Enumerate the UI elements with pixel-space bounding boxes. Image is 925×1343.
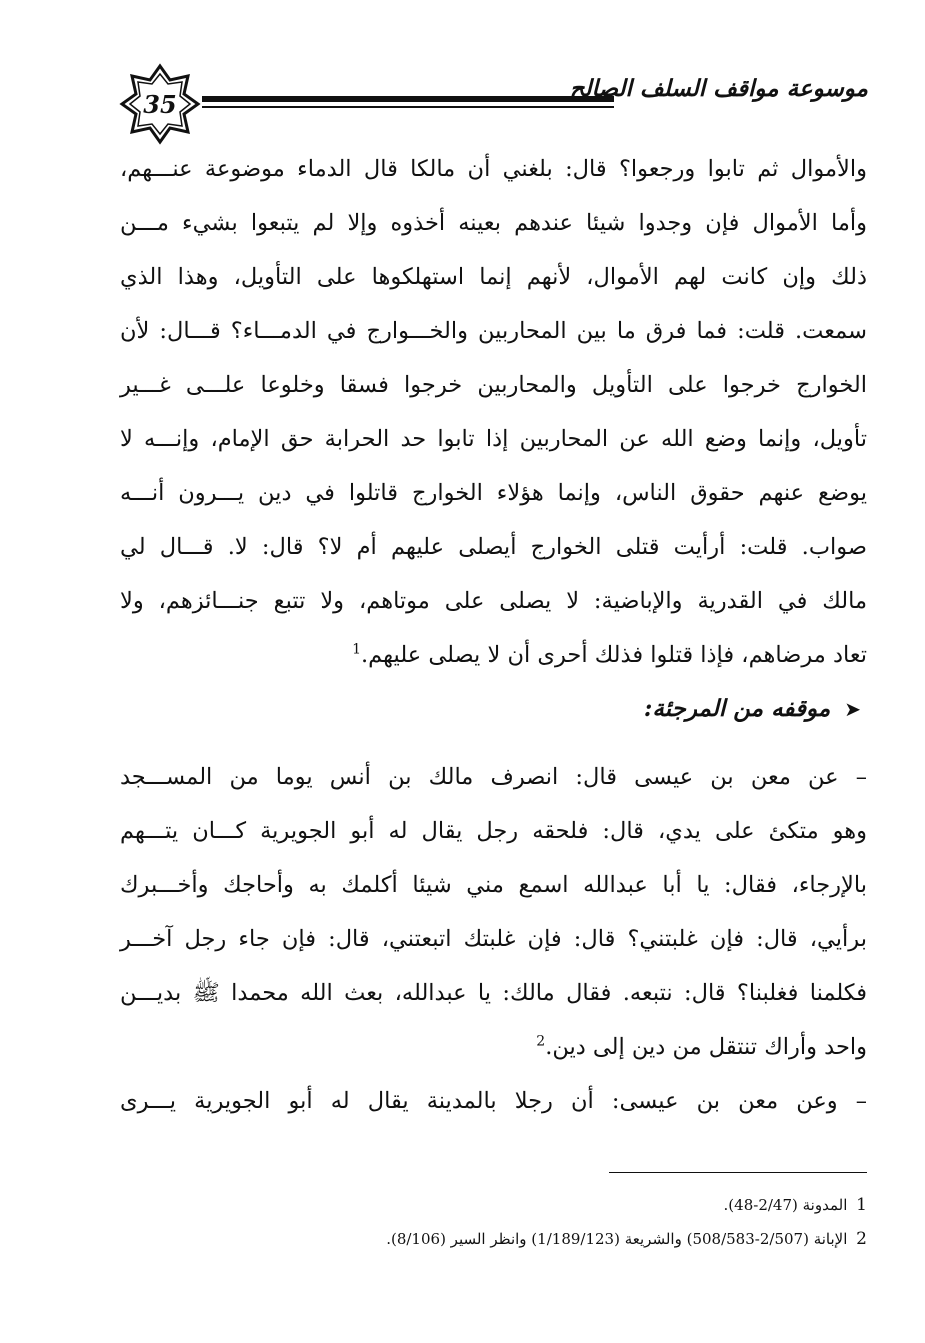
text-line: يوضع عنهم حقوق الناس، وإنما هؤلاء الخوارج قاتلوا في دين يـــرون أنـــه — [120, 480, 867, 506]
text-line: مالك في القدرية والإباضية: لا يصلى على موتاهم، ولا تتبع جنـــائزهم، ولا — [120, 588, 867, 614]
header-rule-thick — [202, 96, 614, 102]
text-line: تأويل، وإنما وضع الله عن المحاربين إذا تابوا حد الحرابة حق الإمام، وإنـــه لا — [120, 426, 867, 452]
header-rule-thin — [202, 106, 614, 108]
footnote-number: 2 — [856, 1229, 867, 1249]
section-heading — [120, 682, 867, 736]
series-title: موسوعة مواقف السلف الصالح — [569, 76, 868, 102]
footnotes — [120, 1188, 867, 1256]
text-line-content: واحد وأراك تنتقل من دين إلى دين. — [545, 1034, 867, 1060]
text-line: – وعن معن بن عيسى: أن رجلا بالمدينة يقال له أبو الجويرية يـــرى — [120, 1088, 867, 1114]
footnote-divider — [609, 1172, 867, 1173]
arrow-marker-icon: ➤ — [844, 697, 861, 721]
text-line-last — [120, 1020, 867, 1074]
text-line: فكلمنا فغلبنا؟ قال: نتبعه. فقال مالك: يا عبدالله، بعث الله محمدا ﷺ بديـــن — [120, 980, 867, 1006]
footnote-number: 1 — [856, 1195, 867, 1215]
text-line: بالإرجاء، فقال: يا أبا عبدالله اسمع مني شيئا أكلمك به وأحاجك وأخـــبرك — [120, 872, 867, 898]
footnote-text: المدونة (2/47-48). — [723, 1196, 848, 1214]
footnote — [120, 1222, 867, 1256]
text-line: والأموال ثم تابوا ورجعوا؟ قال: بلغني أن مالكا قال الدماء موضوعة عنـــهم، — [120, 156, 867, 182]
text-line: – عن معن بن عيسى قال: انصرف مالك بن أنس يوما من المســـجد — [120, 764, 867, 790]
page-number-badge — [118, 62, 202, 146]
page-header — [118, 62, 868, 146]
text-line: برأيي، قال: فإن غلبتني؟ قال: فإن غلبتك اتبعتني، قال: فإن جاء رجل آخـــر — [120, 926, 867, 952]
page-number: 35 — [143, 89, 177, 119]
text-line: صواب. قلت: أرأيت قتلى الخوارج أيصلى عليهم أم لا؟ قال: لا. قـــال لي — [120, 534, 867, 560]
footnote-reference: 1 — [352, 641, 362, 658]
footnote-text: الإبانة (2/507-508/583) والشريعة (1/189/123) وانظر السير (8/106). — [386, 1230, 848, 1248]
text-line: وأما الأموال فإن وجدوا شيئا عندهم بعينه أخذوه وإلا لم يتبعوا بشيء مـــن — [120, 210, 867, 236]
text-line-last — [120, 628, 867, 682]
main-text — [120, 142, 867, 1128]
section-heading-text: موقفه من المرجئة: — [643, 695, 831, 722]
text-line: وهو متكئ على يدي، قال: فلحقه رجل يقال له أبو الجويرية كـــان يتـــهم — [120, 818, 867, 844]
text-line: الخوارج خرجوا على التأويل والمحاربين خرجوا فسقا وخلوعا علـــى غـــير — [120, 372, 867, 398]
footnote-reference: 2 — [536, 1033, 546, 1050]
text-line-content: تعاد مرضاهم، فإذا قتلوا فذلك أحرى أن لا يصلى عليهم. — [361, 642, 867, 668]
footnote — [120, 1188, 867, 1222]
text-line: سمعت. قلت: فما فرق ما بين المحاربين والخـــوارج في الدمـــاء؟ قـــال: لأن — [120, 318, 867, 344]
text-line: ذلك وإن كانت لهم الأموال، لأنهم إنما استهلكوها على التأويل، وهذا الذي — [120, 264, 867, 290]
